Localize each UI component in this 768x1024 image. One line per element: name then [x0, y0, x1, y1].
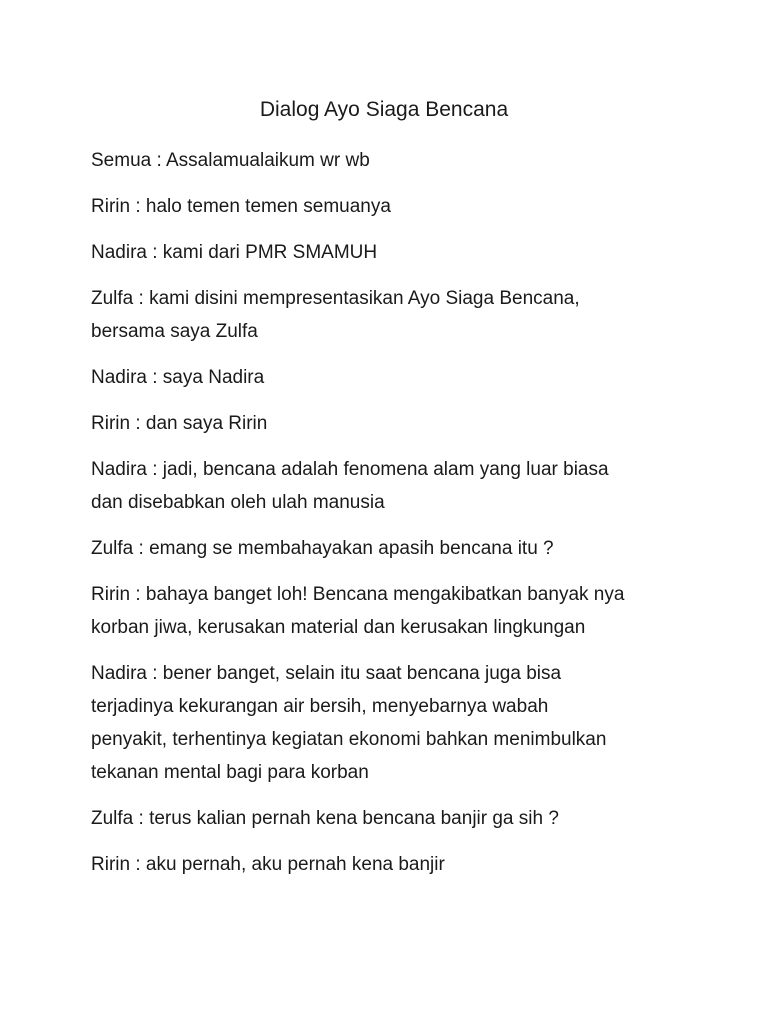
dialog-line-text: dan disebabkan oleh ulah manusia — [91, 492, 385, 513]
dialog-lines — [91, 144, 691, 894]
dialog-line-text: terjadinya kekurangan air bersih, menyebarnya wabah — [91, 696, 549, 717]
dialog-line-text: Nadira : bener banget, selain itu saat bencana juga bisa — [91, 663, 562, 684]
dialog-line — [91, 361, 691, 394]
dialog-line — [91, 453, 691, 519]
dialog-line — [91, 144, 691, 177]
dialog-line — [91, 848, 691, 881]
dialog-line-text: Nadira : kami dari PMR SMAMUH — [91, 242, 378, 263]
dialog-line-text: Zulfa : emang se membahayakan apasih bencana itu ? — [91, 538, 554, 559]
dialog-line — [91, 190, 691, 223]
dialog-line — [91, 407, 691, 440]
dialog-line-text: Ririn : aku pernah, aku pernah kena banjir — [91, 854, 445, 875]
dialog-line — [91, 236, 691, 269]
dialog-line — [91, 578, 691, 644]
dialog-line — [91, 282, 691, 348]
dialog-line-text: Nadira : jadi, bencana adalah fenomena alam yang luar biasa — [91, 459, 609, 480]
dialog-line-text: Semua : Assalamualaikum wr wb — [91, 150, 370, 171]
dialog-line-text: bersama saya Zulfa — [91, 321, 258, 342]
dialog-line — [91, 657, 691, 789]
dialog-line-text: Ririn : dan saya Ririn — [91, 413, 268, 434]
dialog-line-text: Zulfa : terus kalian pernah kena bencana banjir ga sih ? — [91, 808, 559, 829]
dialog-line-text: Ririn : bahaya banget loh! Bencana mengakibatkan banyak nya — [91, 584, 625, 605]
dialog-line-text: tekanan mental bagi para korban — [91, 762, 369, 783]
dialog-line-text: korban jiwa, kerusakan material dan kerusakan lingkungan — [91, 617, 586, 638]
dialog-line — [91, 802, 691, 835]
dialog-line-text: penyakit, terhentinya kegiatan ekonomi bahkan menimbulkan — [91, 729, 607, 750]
dialog-line-text: Nadira : saya Nadira — [91, 367, 265, 388]
dialog-line — [91, 532, 691, 565]
dialog-line-text: Zulfa : kami disini mempresentasikan Ayo Siaga Bencana, — [91, 288, 580, 309]
dialog-line-text: Ririn : halo temen temen semuanya — [91, 196, 391, 217]
document-title: Dialog Ayo Siaga Bencana — [259, 98, 509, 121]
